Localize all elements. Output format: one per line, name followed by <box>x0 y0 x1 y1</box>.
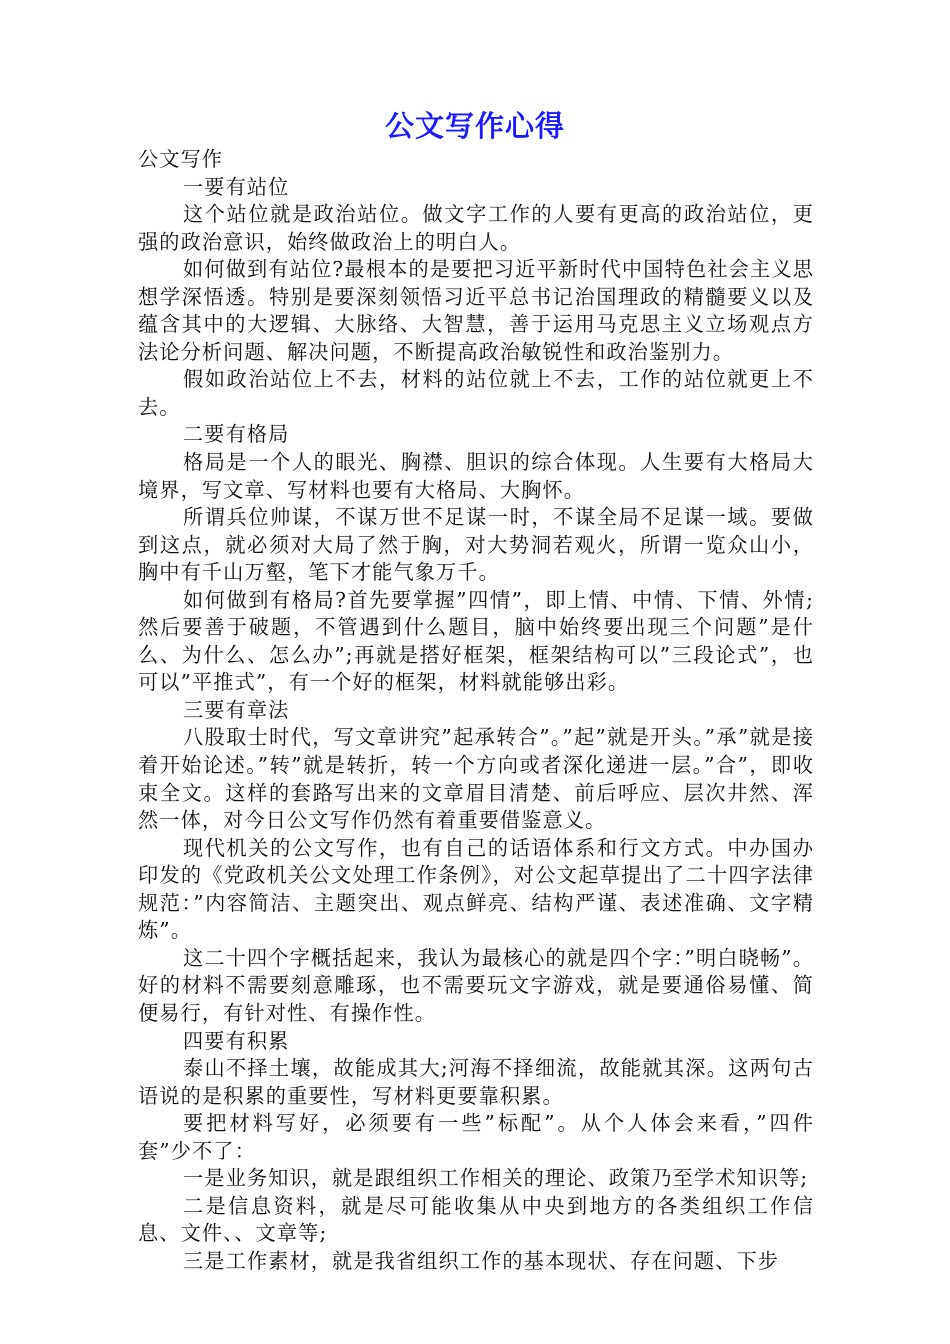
paragraph: 八股取士时代，写文章讲究”起承转合”。”起”就是开头。”承”就是接着开始论述。”转”就是转折，转一个方向或者深化递进一层。”合”，即收束全文。这样的套路写出来的文章眉目清楚、前后呼应、层次井然、浑然一体，对今日公文写作仍然有着重要借鉴意义。 <box>138 725 814 833</box>
paragraph: 要把材料写好，必须要有一些”标配”。从个人体会来看，”四件套”少不了： <box>138 1111 814 1163</box>
paragraph: 格局是一个人的眼光、胸襟、胆识的综合体现。人生要有大格局大境界，写文章、写材料也要有大格局、大胸怀。 <box>138 450 814 502</box>
paragraph: 这个站位就是政治站位。做文字工作的人要有更高的政治站位，更强的政治意识，始终做政治上的明白人。 <box>138 202 814 254</box>
paragraph: 四要有积累 <box>183 1028 290 1053</box>
paragraph: 一是业务知识，就是跟组织工作相关的理论、政策乃至学术知识等; <box>183 1166 809 1191</box>
paragraph: 所谓兵位帅谋，不谋万世不足谋一时，不谋全局不足谋一域。要做到这点，就必须对大局了然于胸，对大势洞若观火，所谓一览众山小，胸中有千山万壑，笔下才能气象万千。 <box>138 505 814 585</box>
paragraph: 泰山不择土壤，故能成其大;河海不择细流，故能就其深。这两句古语说的是积累的重要性，写材料更要靠积累。 <box>138 1056 814 1108</box>
paragraph: 三是工作素材，就是我省组织工作的基本现状、存在问题、下步 <box>183 1248 780 1273</box>
paragraph: 如何做到有格局?首先要掌握”四情”，即上情、中情、下情、外情;然后要善于破题，不管遇到什么题目，脑中始终要出现三个问题”是什么、为什么、怎么办”;再就是搭好框架，框架结构可以”三段论式”，也可以”平推式”，有一个好的框架，材料就能够出彩。 <box>138 587 814 695</box>
paragraph: 二是信息资料，就是尽可能收集从中央到地方的各类组织工作信息、文件、、文章等; <box>138 1193 814 1246</box>
document-title: 公文写作心得 <box>384 109 565 143</box>
paragraph: 一要有站位 <box>183 174 290 199</box>
paragraph: 现代机关的公文写作，也有自己的话语体系和行文方式。中办国办印发的《党政机关公文处理工作条例》，对公文起草提出了二十四字法律规范：”内容简洁、主题突出、观点鲜亮、结构严谨、表述准确、文字精炼”。 <box>138 835 814 943</box>
paragraph: 假如政治站位上不去，材料的站位就上不去，工作的站位就更上不去。 <box>138 367 814 419</box>
paragraph: 公文写作 <box>138 147 224 171</box>
document-body <box>138 146 814 1275</box>
paragraph: 如何做到有站位?最根本的是要把习近平新时代中国特色社会主义思想学深悟透。特别是要深刻领悟习近平总书记治国理政的精髓要义以及蕴含其中的大逻辑、大脉络、大智慧，善于运用马克思主义立场观点方法论分析问题、解决问题，不断提高政治敏锐性和政治鉴别力。 <box>138 257 814 364</box>
paragraph: 这二十四个字概括起来，我认为最核心的就是四个字：”明白晓畅”。好的材料不需要刻意雕琢，也不需要玩文字游戏，就是要通俗易懂、简便易行，有针对性、有操作性。 <box>138 945 814 1025</box>
paragraph: 三要有章法 <box>183 697 290 722</box>
paragraph: 二要有格局 <box>183 422 290 447</box>
